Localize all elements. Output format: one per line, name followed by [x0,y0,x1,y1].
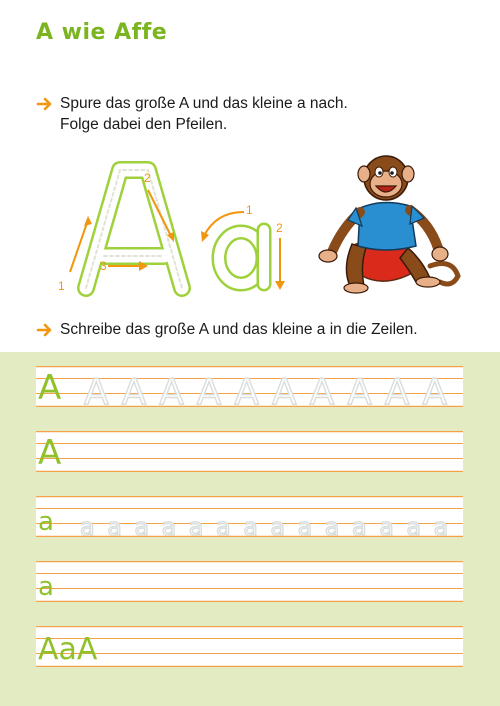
line-guides [36,366,463,407]
trace-guide-letter: a [161,513,177,537]
page-title: A wie Affe [36,20,168,45]
trace-guide-letter: a [324,513,340,537]
writing-line-row[interactable] [36,366,463,407]
line-guides [36,431,463,472]
stroke-number: 2 [276,221,283,235]
stroke-number: 3 [100,259,107,273]
writing-line-row[interactable] [36,626,463,667]
trace-guide-letter: a [379,513,394,537]
model-letter: a [38,572,54,602]
trace-guide-letter: a [134,513,150,537]
trace-guide-letter: A [309,372,335,407]
line-guides [36,626,463,667]
arrow-right-icon [36,321,54,339]
trace-guide-letter: a [80,513,95,537]
writing-line-row[interactable] [36,496,463,537]
trace-instruction-line1: Spure das große A und das kleine a nach. [60,95,348,112]
writing-line-row[interactable] [36,561,463,602]
lowercase-a-tracing [219,230,264,284]
trace-guide-letter: a [188,513,204,537]
trace-guide-letter: a [107,513,122,537]
monkey-icon [312,148,462,298]
trace-instruction [36,93,348,135]
model-letter: a [38,507,54,537]
line-guides [36,496,463,537]
model-letter: A [38,368,62,408]
trace-guide-letter: a [352,513,367,537]
write-instruction [36,319,418,340]
trace-guide-letter: a [270,513,286,537]
trace-guide-letter: A [384,372,410,407]
arrow-right-icon [36,95,54,113]
line-guides [36,561,463,602]
trace-guide-letter: a [406,513,422,537]
trace-guide-letter: a [216,513,231,537]
writing-line-row[interactable] [36,431,463,472]
stroke-number: 1 [58,279,65,293]
trace-guide-letter: A [121,372,147,407]
trace-instruction-line2: Folge dabei den Pfeilen. [60,116,228,133]
trace-guide-letter: A [159,372,184,407]
trace-guide-letter: a [243,513,258,537]
trace-guide-letter: A [84,372,109,407]
model-letter: AaA [38,632,98,667]
trace-guide-letter: A [347,372,372,407]
trace-guide-letter: a [433,513,449,537]
trace-guide-letter: A [234,372,260,407]
model-letter: A [38,433,62,473]
stroke-number: 2 [144,171,151,185]
stroke-number: 1 [246,203,253,217]
trace-guide-letter: a [297,513,313,537]
write-instruction-text: Schreibe das große A und das kleine a in die Zeilen. [60,321,418,338]
trace-guide-letter: A [196,372,222,407]
trace-guide-letter: A [272,372,297,407]
tracing-figure [36,160,306,300]
trace-guide-letter: A [422,372,448,407]
